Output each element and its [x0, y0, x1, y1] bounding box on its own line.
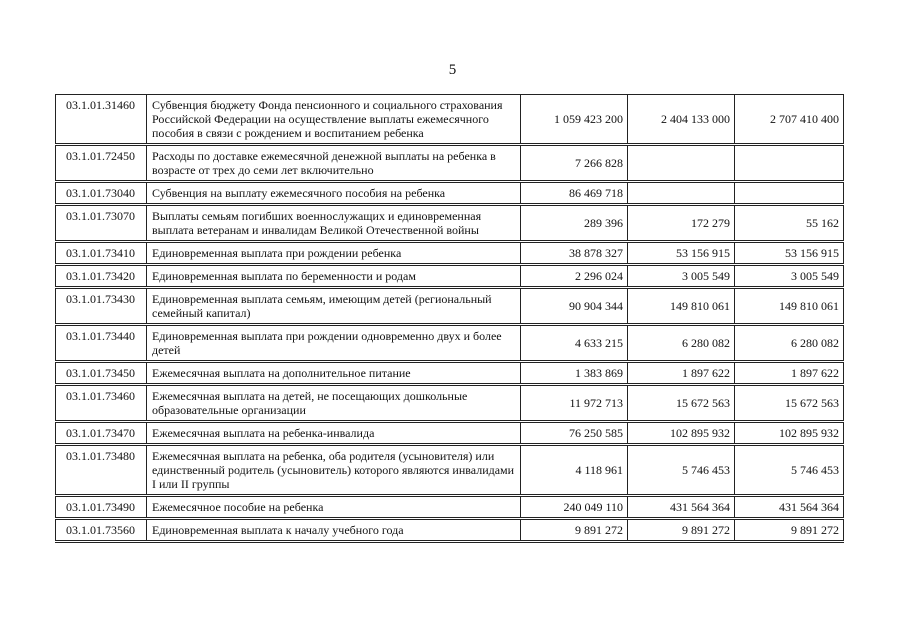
- row-value-3: [735, 182, 844, 205]
- table-row: [56, 385, 844, 422]
- row-code: 03.1.01.73490: [56, 496, 147, 519]
- row-value-1: 4 118 961: [521, 445, 628, 496]
- row-value-1: 86 469 718: [521, 182, 628, 205]
- row-code: 03.1.01.73040: [56, 182, 147, 205]
- table-row: [56, 362, 844, 385]
- row-value-3: 1 897 622: [735, 362, 844, 385]
- row-value-1: 1 383 869: [521, 362, 628, 385]
- table-row: [56, 182, 844, 205]
- row-value-2: 53 156 915: [628, 242, 735, 265]
- row-value-2: 15 672 563: [628, 385, 735, 422]
- row-value-1: 7 266 828: [521, 145, 628, 182]
- row-code: 03.1.01.73420: [56, 265, 147, 288]
- row-value-3: 149 810 061: [735, 288, 844, 325]
- page-number: 5: [448, 62, 457, 78]
- row-value-3: 55 162: [735, 205, 844, 242]
- row-value-3: 2 707 410 400: [735, 95, 844, 145]
- row-code: 03.1.01.73470: [56, 422, 147, 445]
- table-row: [56, 496, 844, 519]
- row-value-1: 2 296 024: [521, 265, 628, 288]
- row-code: 03.1.01.73460: [56, 385, 147, 422]
- row-value-1: 90 904 344: [521, 288, 628, 325]
- row-value-2: 102 895 932: [628, 422, 735, 445]
- row-name: Единовременная выплата семьям, имеющим детей (региональный семейный капитал): [147, 288, 521, 325]
- row-code: 03.1.01.31460: [56, 95, 147, 145]
- row-value-1: 76 250 585: [521, 422, 628, 445]
- row-value-1: 289 396: [521, 205, 628, 242]
- row-value-3: 6 280 082: [735, 325, 844, 362]
- row-name: Ежемесячная выплата на дополнительное питание: [147, 362, 521, 385]
- table-row: [56, 288, 844, 325]
- row-value-2: 9 891 272: [628, 519, 735, 542]
- row-name: Единовременная выплата при рождении ребенка: [147, 242, 521, 265]
- row-value-3: 3 005 549: [735, 265, 844, 288]
- table-row: [56, 242, 844, 265]
- row-name: Единовременная выплата к началу учебного года: [147, 519, 521, 542]
- table-row: [56, 519, 844, 542]
- row-code: 03.1.01.73070: [56, 205, 147, 242]
- row-name: Ежемесячная выплата на детей, не посещающих дошкольные образовательные организации: [147, 385, 521, 422]
- row-name: Ежемесячное пособие на ребенка: [147, 496, 521, 519]
- budget-table: [55, 94, 844, 543]
- row-value-3: 15 672 563: [735, 385, 844, 422]
- row-value-1: 9 891 272: [521, 519, 628, 542]
- row-value-2: 172 279: [628, 205, 735, 242]
- table-row: [56, 325, 844, 362]
- row-value-1: 1 059 423 200: [521, 95, 628, 145]
- row-value-3: 9 891 272: [735, 519, 844, 542]
- row-code: 03.1.01.73410: [56, 242, 147, 265]
- row-code: 03.1.01.73430: [56, 288, 147, 325]
- row-name: Субвенция бюджету Фонда пенсионного и социального страхования Российской Федерации на осуществление выплаты ежемесячного пособия в связи с рождением и воспитанием ребенка: [147, 95, 521, 145]
- row-name: Расходы по доставке ежемесячной денежной выплаты на ребенка в возрасте от трех до семи лет включительно: [147, 145, 521, 182]
- table-row: [56, 422, 844, 445]
- row-value-2: 3 005 549: [628, 265, 735, 288]
- row-code: 03.1.01.72450: [56, 145, 147, 182]
- row-value-2: 2 404 133 000: [628, 95, 735, 145]
- row-value-2: 149 810 061: [628, 288, 735, 325]
- table-row: [56, 145, 844, 182]
- table-row: [56, 265, 844, 288]
- row-value-1: 240 049 110: [521, 496, 628, 519]
- table-row: [56, 445, 844, 496]
- row-value-3: 431 564 364: [735, 496, 844, 519]
- row-name: Ежемесячная выплата на ребенка-инвалида: [147, 422, 521, 445]
- row-value-2: 6 280 082: [628, 325, 735, 362]
- row-value-3: 5 746 453: [735, 445, 844, 496]
- row-name: Субвенция на выплату ежемесячного пособия на ребенка: [147, 182, 521, 205]
- row-code: 03.1.01.73480: [56, 445, 147, 496]
- row-value-2: [628, 145, 735, 182]
- row-value-1: 4 633 215: [521, 325, 628, 362]
- row-value-2: [628, 182, 735, 205]
- row-value-1: 38 878 327: [521, 242, 628, 265]
- row-value-3: [735, 145, 844, 182]
- row-value-2: 431 564 364: [628, 496, 735, 519]
- row-value-2: 1 897 622: [628, 362, 735, 385]
- row-name: Выплаты семьям погибших военнослужащих и единовременная выплата ветеранам и инвалидам Великой Отечественной войны: [147, 205, 521, 242]
- row-code: 03.1.01.73560: [56, 519, 147, 542]
- row-value-3: 102 895 932: [735, 422, 844, 445]
- row-code: 03.1.01.73440: [56, 325, 147, 362]
- row-name: Ежемесячная выплата на ребенка, оба родителя (усыновителя) или единственный родитель (усыновитель) которого являются инвалидами I или II группы: [147, 445, 521, 496]
- table-row: [56, 205, 844, 242]
- table-row: [56, 95, 844, 145]
- row-value-1: 11 972 713: [521, 385, 628, 422]
- row-code: 03.1.01.73450: [56, 362, 147, 385]
- row-name: Единовременная выплата по беременности и родам: [147, 265, 521, 288]
- row-name: Единовременная выплата при рождении одновременно двух и более детей: [147, 325, 521, 362]
- row-value-2: 5 746 453: [628, 445, 735, 496]
- row-value-3: 53 156 915: [735, 242, 844, 265]
